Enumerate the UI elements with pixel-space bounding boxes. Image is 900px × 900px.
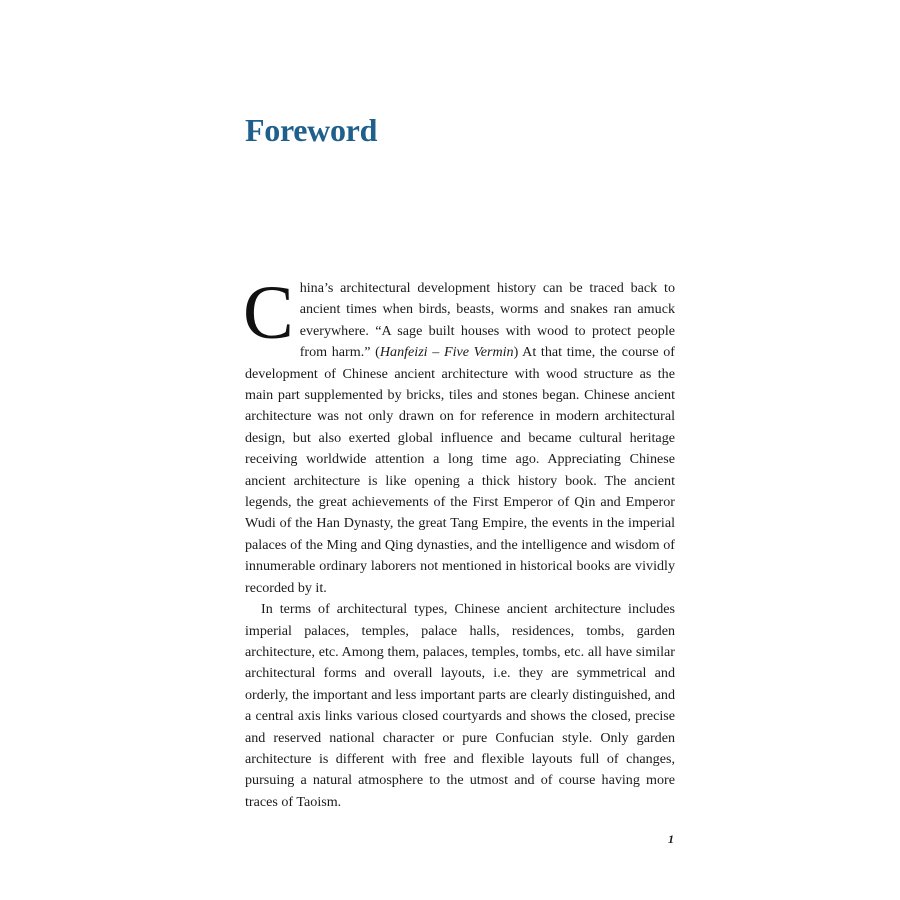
foreword-body <box>243 271 675 813</box>
drop-cap: C <box>243 271 294 355</box>
source-citation: Hanfeizi – Five Vermin <box>379 344 514 361</box>
paragraph-1-text-b: ) At that time, the course of development of Chinese ancient architecture with wood structure as the main part supplemented by bricks, tiles and stones began. Chinese ancient architecture was not only drawn on for reference in modern architectural design, but also exerted global influence and became cultural heritage receiving worldwide attention a long time ago. Appreciating Chinese ancient architecture is like opening a thick history book. The ancient legends, the great achievements of the First Emperor of Qin and Emperor Wudi of the Han Dynasty, the great Tang Empire, the events in the imperial palaces of the Ming and Qing dynasties, and the intelligence and wisdom of innumerable ordinary laborers not mentioned in historical books are vividly recorded by it. <box>245 344 675 596</box>
paragraph-1-text-a: hina’s architectural development history can be traced back to ancient times when birds, beasts, worms and snakes ran amuck everywhere. “A sage built houses with wood to protect people from harm.” ( <box>299 280 675 361</box>
page-number: 1 <box>668 832 674 846</box>
paragraph-1 <box>243 271 675 599</box>
paragraph-2: In terms of architectural types, Chinese ancient architecture includes imperial palaces, temples, palace halls, residences, tombs, garden architecture, etc. Among them, palaces, temples, tombs, etc. all have similar architectural forms and overall layouts, i.e. they are symmetrical and orderly, the important and less important parts are clearly distinguished, and a central axis links various closed courtyards and shows the closed, precise and reserved national character or pure Confucian style. Only garden architecture is different with free and flexible layouts full of changes, pursuing a natural atmosphere to the utmost and of course having more traces of Taoism. <box>245 601 675 810</box>
page-title: Foreword <box>245 112 378 148</box>
